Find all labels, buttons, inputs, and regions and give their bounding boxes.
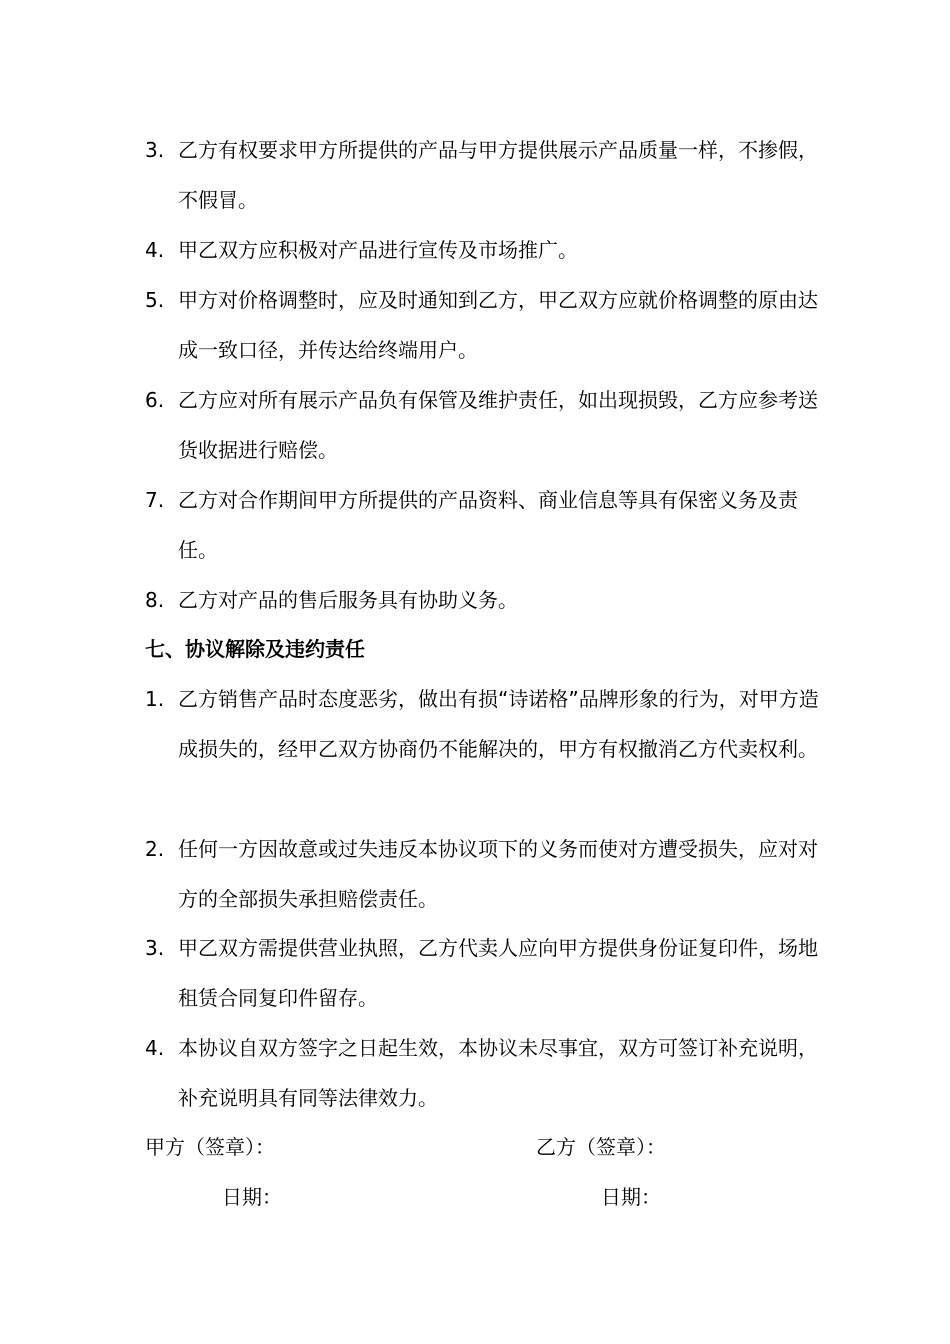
clause-number: 8. [145, 588, 165, 612]
clause-text: 乙方有权要求甲方所提供的产品与甲方提供展示产品质量一样，不掺假，不假冒。 [178, 138, 818, 212]
clause-text: 乙方销售产品时态度恶劣，做出有损“诗诺格”品牌形象的行为，对甲方造成损失的，经甲乙双方协商仍不能解决的，甲方有权撤消乙方代卖权利。 [178, 687, 819, 761]
clause-number: 6. [145, 388, 165, 412]
clause-number: 2. [145, 837, 165, 861]
party-a-date-label: 日期： [222, 1185, 282, 1209]
clause-number: 3. [145, 936, 165, 960]
clause-text: 乙方对合作期间甲方所提供的产品资料、商业信息等具有保密义务及责任。 [178, 488, 798, 562]
clause-text: 甲方对价格调整时，应及时通知到乙方，甲乙双方应就价格调整的原由达成一致口径，并传达给终端用户。 [178, 288, 818, 362]
clause-item [145, 575, 825, 625]
clause-text: 乙方对产品的售后服务具有协助义务。 [178, 588, 518, 612]
clause-item [145, 674, 825, 774]
clause-number: 5. [145, 288, 165, 312]
clause-number: 4. [145, 1036, 165, 1060]
party-b-date-label: 日期： [601, 1185, 661, 1209]
clause-text: 甲乙双方需提供营业执照，乙方代卖人应向甲方提供身份证复印件，场地租赁合同复印件留存。 [178, 936, 818, 1010]
clause-item [145, 125, 825, 225]
clause-item [145, 375, 825, 475]
clause-item [145, 275, 825, 375]
clause-item [145, 225, 825, 275]
clause-item [145, 1023, 825, 1123]
clause-item [145, 923, 825, 1023]
clause-text: 本协议自双方签字之日起生效，本协议未尽事宜，双方可签订补充说明，补充说明具有同等法律效力。 [178, 1036, 818, 1110]
clause-text: 任何一方因故意或过失违反本协议项下的义务而使对方遭受损失，应对对方的全部损失承担赔偿责任。 [178, 837, 818, 911]
clause-number: 1. [145, 687, 165, 711]
clause-text: 乙方应对所有展示产品负有保管及维护责任，如出现损毁，乙方应参考送货收据进行赔偿。 [178, 388, 818, 462]
clause-number: 4. [145, 238, 165, 262]
clause-number: 7. [145, 488, 165, 512]
clause-text: 甲乙双方应积极对产品进行宣传及市场推广。 [178, 238, 578, 262]
clause-item [145, 475, 825, 575]
clause-item [145, 824, 825, 924]
section-heading: 七、协议解除及违约责任 [145, 637, 365, 661]
party-a-signature-label: 甲方（签章）： [145, 1135, 275, 1159]
clause-number: 3. [145, 138, 165, 162]
party-b-signature-label: 乙方（签章）： [536, 1135, 666, 1159]
